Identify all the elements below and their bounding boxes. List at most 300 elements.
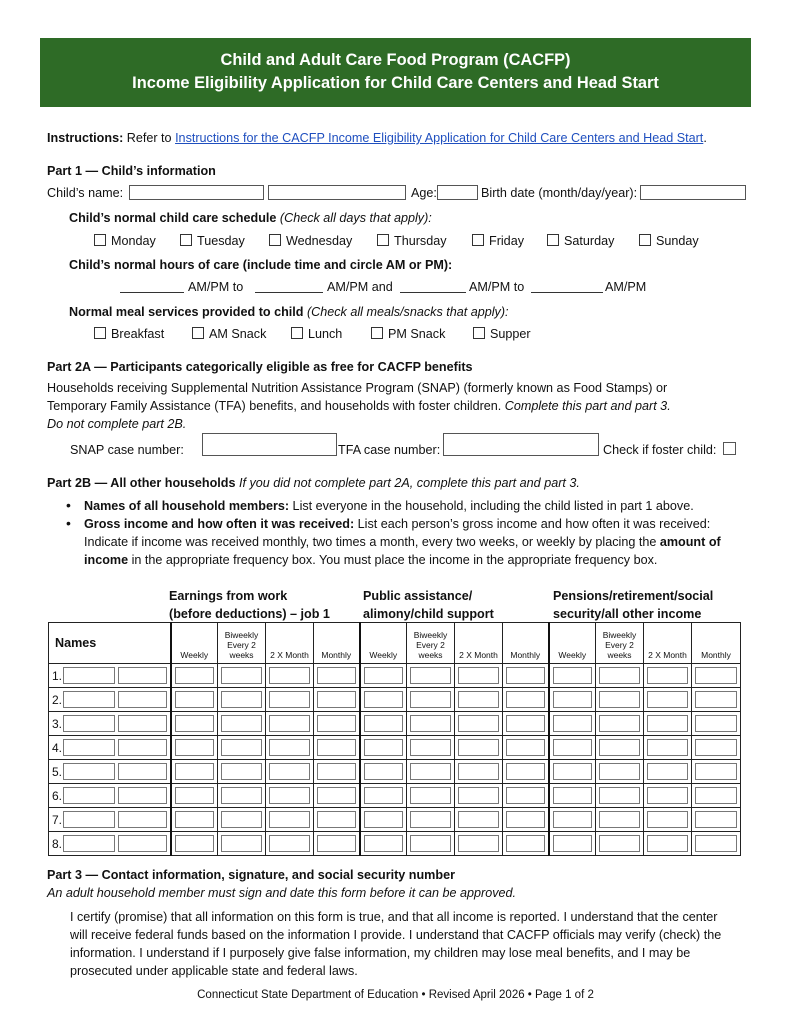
income-amount-input[interactable] <box>221 739 262 756</box>
table-row <box>49 664 741 688</box>
row-number: 4. <box>52 741 63 755</box>
income-amount-input[interactable] <box>364 715 404 732</box>
first-name-input[interactable] <box>63 763 115 780</box>
row-number: 8. <box>52 837 63 851</box>
income-amount-input[interactable] <box>695 715 737 732</box>
col-monthly: Monthly <box>503 623 549 664</box>
income-amount-input[interactable] <box>410 763 451 780</box>
income-cell <box>171 808 218 832</box>
income-amount-input[interactable] <box>410 691 451 708</box>
col-biweekly: Biweekly Every 2 weeks <box>218 623 266 664</box>
snap-label: SNAP case number: <box>70 443 184 457</box>
meals-label-line: Normal meal services provided to child (Check all meals/snacks that apply): <box>69 305 509 319</box>
income-amount-input[interactable] <box>599 667 640 684</box>
income-cell <box>644 664 692 688</box>
income-amount-input[interactable] <box>410 667 451 684</box>
income-amount-input[interactable] <box>599 835 640 852</box>
income-cell <box>596 736 644 760</box>
income-amount-input[interactable] <box>410 787 451 804</box>
row-number: 2. <box>52 693 63 707</box>
checkbox-icon[interactable] <box>291 327 303 339</box>
last-name-input[interactable] <box>118 739 167 756</box>
last-name-input[interactable] <box>118 667 167 684</box>
income-amount-input[interactable] <box>695 787 737 804</box>
row-number: 5. <box>52 765 63 779</box>
income-cell <box>360 784 407 808</box>
income-amount-input[interactable] <box>317 787 356 804</box>
income-amount-input[interactable] <box>647 763 688 780</box>
ampm-to-label-2: AM/PM to <box>469 280 525 294</box>
income-amount-input[interactable] <box>364 739 404 756</box>
income-cell <box>455 688 503 712</box>
income-amount-input[interactable] <box>506 667 545 684</box>
income-amount-input[interactable] <box>506 811 545 828</box>
checkbox-icon[interactable] <box>94 327 106 339</box>
income-amount-input[interactable] <box>599 787 640 804</box>
income-cell <box>360 688 407 712</box>
income-amount-input[interactable] <box>364 763 404 780</box>
income-cell <box>407 664 455 688</box>
part2a-line1: Households receiving Supplemental Nutrition Assistance Program (SNAP) (formerly known as Food Stamps) or <box>47 381 668 395</box>
part1-title: Part 1 — Child’s information <box>47 164 216 178</box>
income-amount-input[interactable] <box>458 787 499 804</box>
income-amount-input[interactable] <box>599 739 640 756</box>
part2a-line3: Do not complete part 2B. <box>47 417 187 431</box>
income-cell <box>360 808 407 832</box>
foster-label: Check if foster child: <box>603 443 717 457</box>
form-title-line1: Child and Adult Care Food Program (CACFP) <box>220 51 571 69</box>
income-amount-input[interactable] <box>317 811 356 828</box>
income-amount-input[interactable] <box>458 811 499 828</box>
income-cell <box>266 808 314 832</box>
income-cell <box>644 832 692 856</box>
meal-lunch[interactable]: Lunch <box>291 327 342 341</box>
income-amount-input[interactable] <box>269 835 310 852</box>
col-weekly: Weekly <box>549 623 596 664</box>
income-amount-input[interactable] <box>458 835 499 852</box>
bullet1-text: Names of all household members: List everyone in the household, including the child listed in part 1 above. <box>84 499 694 513</box>
income-amount-input[interactable] <box>647 691 688 708</box>
income-amount-input[interactable] <box>410 811 451 828</box>
income-amount-input[interactable] <box>553 763 593 780</box>
income-amount-input[interactable] <box>506 691 545 708</box>
income-amount-input[interactable] <box>364 787 404 804</box>
hours-end-1-field[interactable] <box>255 278 323 293</box>
day-friday[interactable]: Friday <box>472 234 524 248</box>
income-amount-input[interactable] <box>647 715 688 732</box>
income-amount-input[interactable] <box>221 715 262 732</box>
income-cell <box>314 760 360 784</box>
income-amount-input[interactable] <box>317 667 356 684</box>
income-amount-input[interactable] <box>553 667 593 684</box>
ampm-label: AM/PM <box>605 280 647 294</box>
income-cell <box>503 832 549 856</box>
income-cell <box>218 736 266 760</box>
income-amount-input[interactable] <box>506 787 545 804</box>
first-name-input[interactable] <box>63 715 115 732</box>
income-cell <box>455 760 503 784</box>
age-label: Age: <box>411 186 437 200</box>
col-2x-month: 2 X Month <box>644 623 692 664</box>
income-cell <box>314 712 360 736</box>
hours-end-2-field[interactable] <box>531 278 603 293</box>
checkbox-icon[interactable] <box>377 234 389 246</box>
tfa-case-number-field[interactable] <box>443 433 599 456</box>
col-biweekly: Biweekly Every 2 weeks <box>407 623 455 664</box>
income-amount-input[interactable] <box>317 739 356 756</box>
day-sunday[interactable]: Sunday <box>639 234 699 248</box>
row-number: 1. <box>52 669 63 683</box>
income-cell <box>596 712 644 736</box>
income-amount-input[interactable] <box>364 691 404 708</box>
col-biweekly: Biweekly Every 2 weeks <box>596 623 644 664</box>
income-amount-input[interactable] <box>458 667 499 684</box>
income-amount-input[interactable] <box>506 715 545 732</box>
income-amount-input[interactable] <box>175 787 215 804</box>
income-cell <box>314 664 360 688</box>
income-amount-input[interactable] <box>410 739 451 756</box>
first-name-input[interactable] <box>63 811 115 828</box>
first-name-input[interactable] <box>63 739 115 756</box>
income-amount-input[interactable] <box>458 691 499 708</box>
income-amount-input[interactable] <box>221 667 262 684</box>
certification-text: I certify (promise) that all information on this form is true, and that all income is reported. I understand that the center will receive federal funds based on the information I provide. I understand that CACFP officials may verify (check) the information. I understand if I purposely give false information, my children may lose meal benefits, and I may be prosecuted under applicable state and federal laws. <box>70 910 722 978</box>
income-cell <box>549 688 596 712</box>
income-cell <box>314 688 360 712</box>
table-row <box>49 808 741 832</box>
income-cell <box>455 784 503 808</box>
last-name-input[interactable] <box>118 763 167 780</box>
name-cell <box>49 760 171 784</box>
income-cell <box>266 760 314 784</box>
income-amount-input[interactable] <box>175 691 215 708</box>
income-cell <box>360 664 407 688</box>
col-monthly: Monthly <box>692 623 741 664</box>
bullet2-line2: Indicate if income was received monthly, two times a month, every two weeks, or weekly by placing the amount of <box>84 535 721 549</box>
income-amount-input[interactable] <box>410 715 451 732</box>
income-amount-input[interactable] <box>647 667 688 684</box>
income-amount-input[interactable] <box>458 715 499 732</box>
income-cell <box>171 832 218 856</box>
row-number: 7. <box>52 813 63 827</box>
income-cell <box>596 832 644 856</box>
income-amount-input[interactable] <box>269 667 310 684</box>
income-cell <box>692 712 741 736</box>
income-amount-input[interactable] <box>647 811 688 828</box>
row-number: 6. <box>52 789 63 803</box>
meal-am-snack[interactable]: AM Snack <box>192 327 266 341</box>
income-cell <box>503 712 549 736</box>
day-saturday[interactable]: Saturday <box>547 234 614 248</box>
income-cell <box>549 784 596 808</box>
income-cell <box>266 712 314 736</box>
meal-supper[interactable]: Supper <box>473 327 531 341</box>
income-table <box>48 622 741 856</box>
income-cell <box>549 712 596 736</box>
day-wednesday[interactable]: Wednesday <box>269 234 352 248</box>
income-amount-input[interactable] <box>695 691 737 708</box>
income-amount-input[interactable] <box>269 739 310 756</box>
day-thursday[interactable]: Thursday <box>377 234 447 248</box>
first-name-input[interactable] <box>63 835 115 852</box>
name-cell <box>49 736 171 760</box>
checkbox-icon[interactable] <box>547 234 559 246</box>
name-cell <box>49 808 171 832</box>
income-amount-input[interactable] <box>175 835 215 852</box>
income-cell <box>596 784 644 808</box>
child-first-name-field[interactable] <box>129 185 264 200</box>
instructions-text: Refer to <box>123 131 176 145</box>
col-weekly: Weekly <box>360 623 407 664</box>
table-row <box>49 760 741 784</box>
income-amount-input[interactable] <box>221 811 262 828</box>
last-name-input[interactable] <box>118 787 167 804</box>
income-cell <box>692 784 741 808</box>
income-amount-input[interactable] <box>221 763 262 780</box>
income-cell <box>549 832 596 856</box>
income-amount-input[interactable] <box>317 763 356 780</box>
day-monday[interactable]: Monday <box>94 234 156 248</box>
income-amount-input[interactable] <box>506 739 545 756</box>
income-cell <box>503 664 549 688</box>
income-amount-input[interactable] <box>175 667 215 684</box>
first-name-input[interactable] <box>63 787 115 804</box>
income-amount-input[interactable] <box>364 811 404 828</box>
income-cell <box>360 832 407 856</box>
income-cell <box>596 760 644 784</box>
hours-label: Child’s normal hours of care (include time and circle AM or PM): <box>69 258 453 272</box>
income-cell <box>314 784 360 808</box>
income-cell <box>503 808 549 832</box>
income-amount-input[interactable] <box>599 811 640 828</box>
row-number: 3. <box>52 717 63 731</box>
income-cell <box>218 832 266 856</box>
income-amount-input[interactable] <box>364 835 404 852</box>
income-cell <box>644 784 692 808</box>
income-cell <box>549 736 596 760</box>
income-cell <box>407 832 455 856</box>
schedule-label-line: Child’s normal child care schedule (Check all days that apply): <box>69 211 432 225</box>
income-amount-input[interactable] <box>317 835 356 852</box>
income-amount-input[interactable] <box>410 835 451 852</box>
bullet2-line3: income in the appropriate frequency box. You must place the income in the appropriate frequency box. <box>84 553 658 567</box>
income-cell <box>266 664 314 688</box>
income-amount-input[interactable] <box>317 715 356 732</box>
income-cell <box>596 664 644 688</box>
bullet2-line1: Gross income and how often it was received: List each person’s gross income and how often it was received: <box>84 517 711 531</box>
income-cell <box>171 784 218 808</box>
col-2x-month: 2 X Month <box>455 623 503 664</box>
income-cell <box>314 736 360 760</box>
income-cell <box>644 760 692 784</box>
income-amount-input[interactable] <box>221 787 262 804</box>
hours-start-2-field[interactable] <box>400 278 466 293</box>
income-cell <box>171 760 218 784</box>
col-monthly: Monthly <box>314 623 360 664</box>
group-pensions-header: Pensions/retirement/social security/all other income <box>553 589 714 621</box>
table-row <box>49 832 741 856</box>
meal-pm-snack[interactable]: PM Snack <box>371 327 445 341</box>
income-amount-input[interactable] <box>269 811 310 828</box>
income-cell <box>266 832 314 856</box>
income-cell <box>218 688 266 712</box>
income-cell <box>218 808 266 832</box>
income-amount-input[interactable] <box>553 715 593 732</box>
income-amount-input[interactable] <box>269 691 310 708</box>
tfa-label: TFA case number: <box>338 443 441 457</box>
income-amount-input[interactable] <box>175 715 215 732</box>
income-cell <box>503 784 549 808</box>
income-cell <box>692 760 741 784</box>
age-field[interactable] <box>437 185 478 200</box>
name-cell <box>49 688 171 712</box>
meal-breakfast[interactable]: Breakfast <box>94 327 164 341</box>
income-amount-input[interactable] <box>695 739 737 756</box>
checkbox-icon[interactable] <box>192 327 204 339</box>
income-amount-input[interactable] <box>599 715 640 732</box>
income-amount-input[interactable] <box>506 835 545 852</box>
name-cell <box>49 664 171 688</box>
table-row <box>49 688 741 712</box>
name-cell <box>49 712 171 736</box>
income-cell <box>360 712 407 736</box>
table-header-row <box>49 623 741 664</box>
income-cell <box>455 712 503 736</box>
income-cell <box>266 736 314 760</box>
income-amount-input[interactable] <box>317 691 356 708</box>
checkbox-icon[interactable] <box>269 234 281 246</box>
income-amount-input[interactable] <box>175 811 215 828</box>
income-amount-input[interactable] <box>269 715 310 732</box>
income-cell <box>596 808 644 832</box>
page-footer: Connecticut State Department of Education • Revised April 2026 • Page 1 of 2 <box>197 989 594 1001</box>
income-amount-input[interactable] <box>175 739 215 756</box>
income-cell <box>549 664 596 688</box>
bullet-icon: • <box>66 515 71 531</box>
income-cell <box>644 808 692 832</box>
income-amount-input[interactable] <box>175 763 215 780</box>
first-name-input[interactable] <box>63 691 115 708</box>
income-cell <box>218 712 266 736</box>
snap-case-number-field[interactable] <box>202 433 337 456</box>
income-amount-input[interactable] <box>695 667 737 684</box>
income-amount-input[interactable] <box>269 763 310 780</box>
income-cell <box>360 736 407 760</box>
income-amount-input[interactable] <box>647 835 688 852</box>
first-name-input[interactable] <box>63 667 115 684</box>
last-name-input[interactable] <box>118 811 167 828</box>
income-amount-input[interactable] <box>269 787 310 804</box>
name-cell <box>49 784 171 808</box>
income-cell <box>314 832 360 856</box>
form-title-line2: Income Eligibility Application for Child Care Centers and Head Start <box>132 74 659 92</box>
income-amount-input[interactable] <box>221 691 262 708</box>
income-amount-input[interactable] <box>553 739 593 756</box>
income-cell <box>503 760 549 784</box>
checkbox-icon[interactable] <box>473 327 485 339</box>
checkbox-icon[interactable] <box>472 234 484 246</box>
col-weekly: Weekly <box>171 623 218 664</box>
day-tuesday[interactable]: Tuesday <box>180 234 245 248</box>
income-cell <box>171 736 218 760</box>
income-amount-input[interactable] <box>695 811 737 828</box>
ampm-to-label: AM/PM to <box>188 280 244 294</box>
checkbox-icon[interactable] <box>639 234 651 246</box>
income-cell <box>218 760 266 784</box>
last-name-input[interactable] <box>118 835 167 852</box>
income-amount-input[interactable] <box>221 835 262 852</box>
income-amount-input[interactable] <box>599 691 640 708</box>
income-cell <box>218 784 266 808</box>
income-cell <box>549 760 596 784</box>
last-name-input[interactable] <box>118 691 167 708</box>
income-cell <box>171 664 218 688</box>
last-name-input[interactable] <box>118 715 167 732</box>
checkbox-icon[interactable] <box>94 234 106 246</box>
income-amount-input[interactable] <box>553 691 593 708</box>
income-amount-input[interactable] <box>553 787 593 804</box>
income-cell <box>503 736 549 760</box>
child-last-name-field[interactable] <box>268 185 406 200</box>
income-amount-input[interactable] <box>695 835 737 852</box>
income-cell <box>407 808 455 832</box>
income-cell <box>171 712 218 736</box>
income-cell <box>503 688 549 712</box>
group-earnings-header: Earnings from work (before deductions) – job 1 <box>169 589 330 621</box>
table-row <box>49 712 741 736</box>
income-cell <box>266 688 314 712</box>
checkbox-icon[interactable] <box>371 327 383 339</box>
income-cell <box>692 808 741 832</box>
income-cell <box>455 736 503 760</box>
income-cell <box>692 688 741 712</box>
income-cell <box>407 712 455 736</box>
income-amount-input[interactable] <box>599 763 640 780</box>
income-amount-input[interactable] <box>695 763 737 780</box>
names-header: Names <box>49 623 171 664</box>
instructions-link[interactable]: Instructions for the CACFP Income Eligibility Application for Child Care Centers and Head Start <box>175 131 704 145</box>
income-cell <box>360 760 407 784</box>
income-amount-input[interactable] <box>553 835 593 852</box>
income-amount-input[interactable] <box>553 811 593 828</box>
table-row <box>49 736 741 760</box>
income-cell <box>692 736 741 760</box>
instructions-line: Instructions: Refer to Instructions for the CACFP Income Eligibility Application for Child Care Centers and Head Start. <box>47 131 707 145</box>
income-amount-input[interactable] <box>458 739 499 756</box>
bullet-icon: • <box>66 497 71 513</box>
income-cell <box>692 664 741 688</box>
checkbox-icon[interactable] <box>180 234 192 246</box>
income-cell <box>549 808 596 832</box>
part2a-title: Part 2A — Participants categorically eligible as free for CACFP benefits <box>47 360 473 374</box>
income-amount-input[interactable] <box>647 787 688 804</box>
income-amount-input[interactable] <box>458 763 499 780</box>
income-amount-input[interactable] <box>647 739 688 756</box>
foster-child-checkbox[interactable] <box>723 442 736 455</box>
birth-date-field[interactable] <box>640 185 746 200</box>
income-amount-input[interactable] <box>364 667 404 684</box>
income-cell <box>455 808 503 832</box>
hours-start-1-field[interactable] <box>120 278 184 293</box>
income-cell <box>455 832 503 856</box>
income-cell <box>407 784 455 808</box>
form-header-banner <box>40 38 751 107</box>
income-cell <box>407 688 455 712</box>
income-amount-input[interactable] <box>506 763 545 780</box>
instructions-label: Instructions: <box>47 131 124 145</box>
part3-title: Part 3 — Contact information, signature, and social security number <box>47 868 455 882</box>
income-cell <box>644 736 692 760</box>
